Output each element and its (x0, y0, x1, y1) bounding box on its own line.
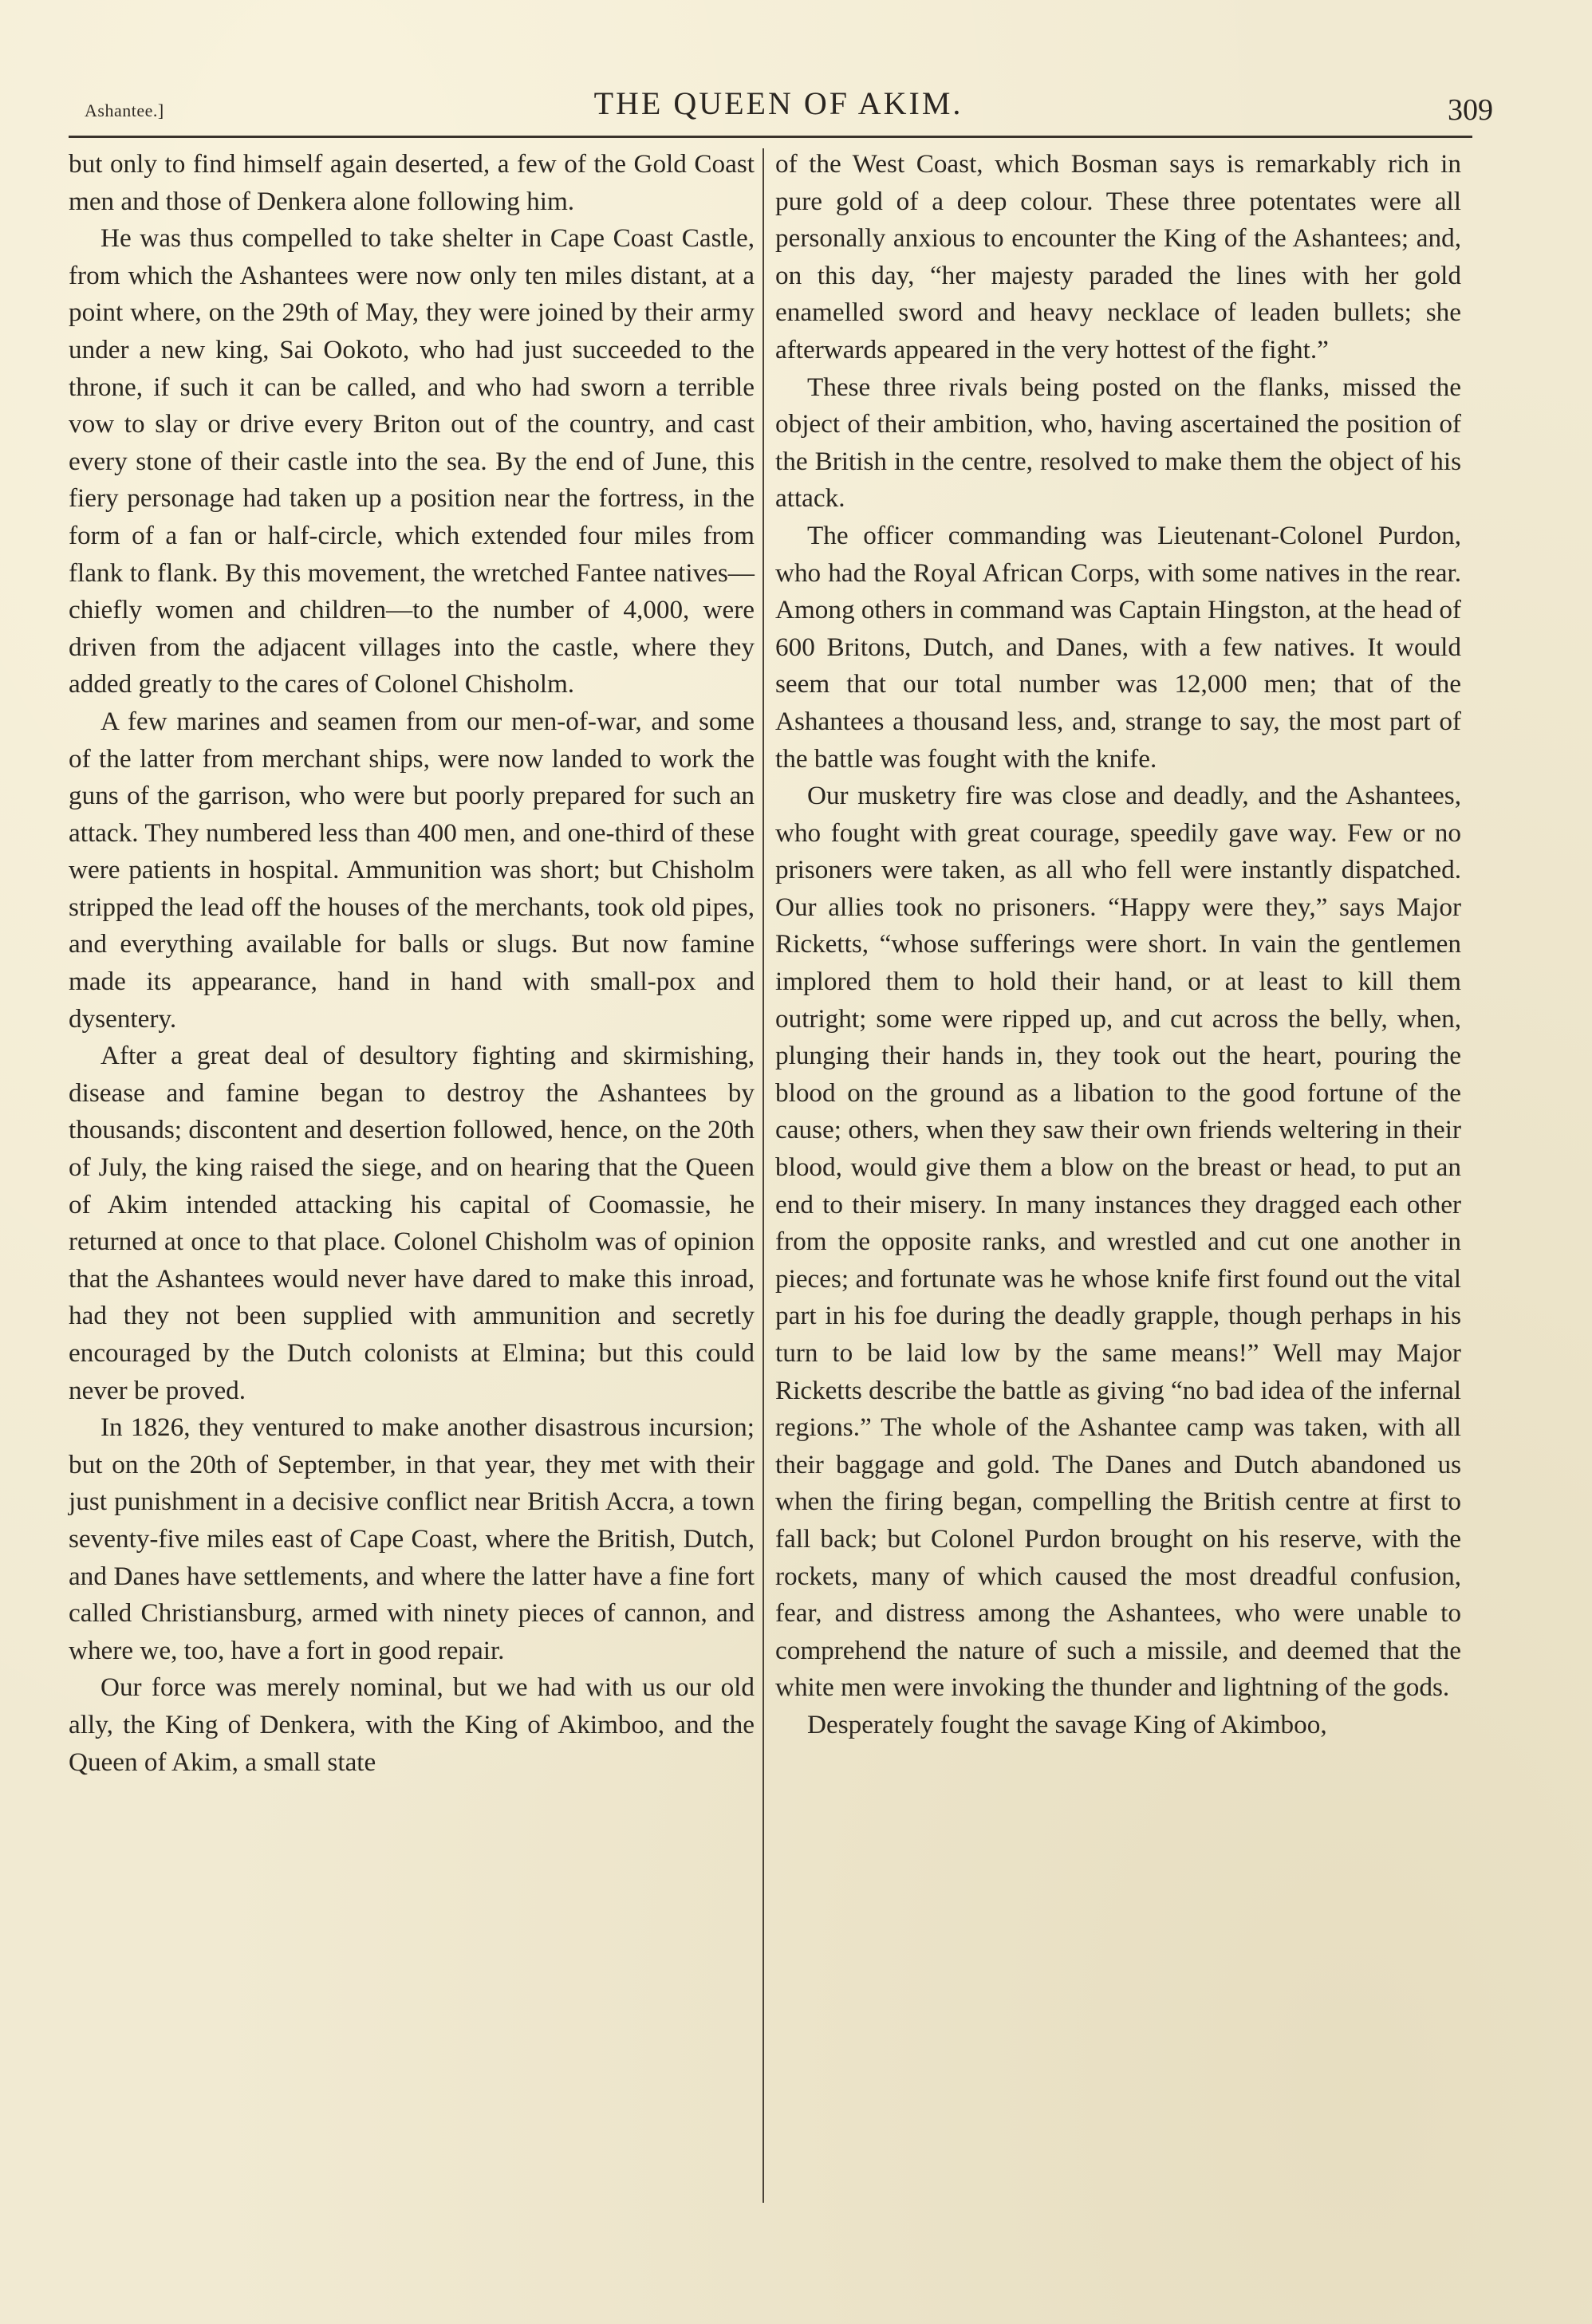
column-divider (763, 148, 764, 2203)
paragraph: of the West Coast, which Bosman says is remarkably rich in pure gold of a deep colour. These three potentates were all personally anxious to encounter the King of the Ashantees; and, on this day, “her majesty paraded the lines with her gold enamelled sword and heavy necklace of leaden bullets; she afterwards appeared in the very hottest of the fight.” (775, 149, 1461, 364)
paragraph: He was thus compelled to take shelter in Cape Coast Castle, from which the Ashantees were now only ten miles distant, at a point where, on the 29th of May, they were joined by their army under a new king, Sai Ookoto, who had just succeeded to the throne, if such it can be called, and who had sworn a terrible vow to slay or drive every Briton out of the country, and cast every stone of their castle into the sea. By the end of June, this fiery personage had taken up a position near the fortress, in the form of a fan or half-circle, which extended four miles from flank to flank. By this movement, the wretched Fantee natives—chiefly women and children—to the number of 4,000, were driven from the adjacent villages into the castle, where they added greatly to the cares of Colonel Chisholm. (69, 223, 755, 699)
header-rule (69, 136, 1472, 138)
right-column (775, 146, 1461, 1744)
paragraph: Our force was merely nominal, but we had with us our old ally, the King of Denkera, with the King of Akimboo, and the Queen of Akim, a small state (69, 1672, 755, 1777)
paragraph: The officer commanding was Lieutenant-Colonel Purdon, who had the Royal African Corps, with some natives in the rear. Among others in command was Captain Hingston, at the head of 600 Britons, Dutch, and Danes, with a few natives. It would seem that our total number was 12,000 men; that of the Ashantees a thousand less, and, strange to say, the most part of the battle was fought with the knife. (775, 520, 1461, 774)
paragraph: In 1826, they ventured to make another disastrous incursion; but on the 20th of September, in that year, they met with their just punishment in a decisive conflict near British Accra, a town seventy-five miles east of Cape Coast, where the British, Dutch, and Danes have settlements, and where the latter have a fine fort called Christiansburg, armed with ninety pieces of cannon, and where we, too, have a fort in good repair. (69, 1412, 755, 1665)
paragraph: After a great deal of desultory fighting and skirmishing, disease and famine began to destroy the Ashantees by thousands; discontent and desertion followed, hence, on the 20th of July, the king raised the siege, and on hearing that the Queen of Akim intended attacking his capital of Coomassie, he returned at once to that place. Colonel Chisholm was of opinion that the Ashantees would never have dared to make this inroad, had they not been supplied with ammunition and secretly encouraged by the Dutch colonists at Elmina; but this could never be proved. (69, 1041, 755, 1405)
paragraph: but only to find himself again deserted, a few of the Gold Coast men and those of Denkera alone following him. (69, 149, 755, 216)
paragraph: Desperately fought the savage King of Akimboo, (807, 1709, 1327, 1739)
paragraph: These three rivals being posted on the flanks, missed the object of their ambition, who, having ascertained the position of the British in the centre, resolved to make them the object of his attack. (775, 372, 1461, 514)
paragraph: A few marines and seamen from our men-of-war, and some of the latter from merchant ships, were now landed to work the guns of the garrison, who were but poorly prepared for such an attack. They numbered less than 400 men, and one-third of these were patients in hospital. Ammunition was short; but Chisholm stripped the lead off the houses of the merchants, took old pipes, and everything available for balls or slugs. But now famine made its appearance, hand in hand with small-pox and dysentery. (69, 706, 755, 1034)
paragraph: Our musketry fire was close and deadly, and the Ashantees, who fought with great courage, speedily gave way. Few or no prisoners were taken, as all who fell were instantly dispatched. Our allies took no prisoners. “Happy were they,” says Major Ricketts, “whose sufferings were short. In vain the gentlemen implored them to hold their hand, or at least to kill them outright; some were ripped up, and cut across the belly, when, plunging their hands in, they took out the heart, pouring the blood on the ground as a libation to the good fortune of the cause; others, when they saw their own friends weltering in their blood, would give them a blow on the breast or head, to put an end to their misery. In many instances they dragged each other from the opposite ranks, and wrestled and cut one another in pieces; and fortunate was he whose knife first found out the vital part in his foe during the deadly grapple, though perhaps in his turn to be laid low by the same means!” Well may Major Ricketts describe the battle as giving “no bad idea of the infernal regions.” The whole of the Ashantee camp was taken, with all their baggage and gold. The Danes and Dutch abandoned us when the firing began, compelling the British centre at first to fall back; but Colonel Purdon brought on his reserve, with the rockets, many of which caused the most dreadful confusion, fear, and distress among the Ashantees, who were unable to comprehend the nature of such a missile, and deemed that the white men were invoking the thunder and lightning of the gods. (775, 781, 1461, 1703)
page-title: THE QUEEN OF AKIM. (593, 85, 963, 121)
page-number: 309 (1448, 93, 1493, 127)
running-header (85, 78, 1493, 127)
left-column (69, 146, 755, 1781)
section-tag: Ashantee.] (85, 100, 164, 120)
